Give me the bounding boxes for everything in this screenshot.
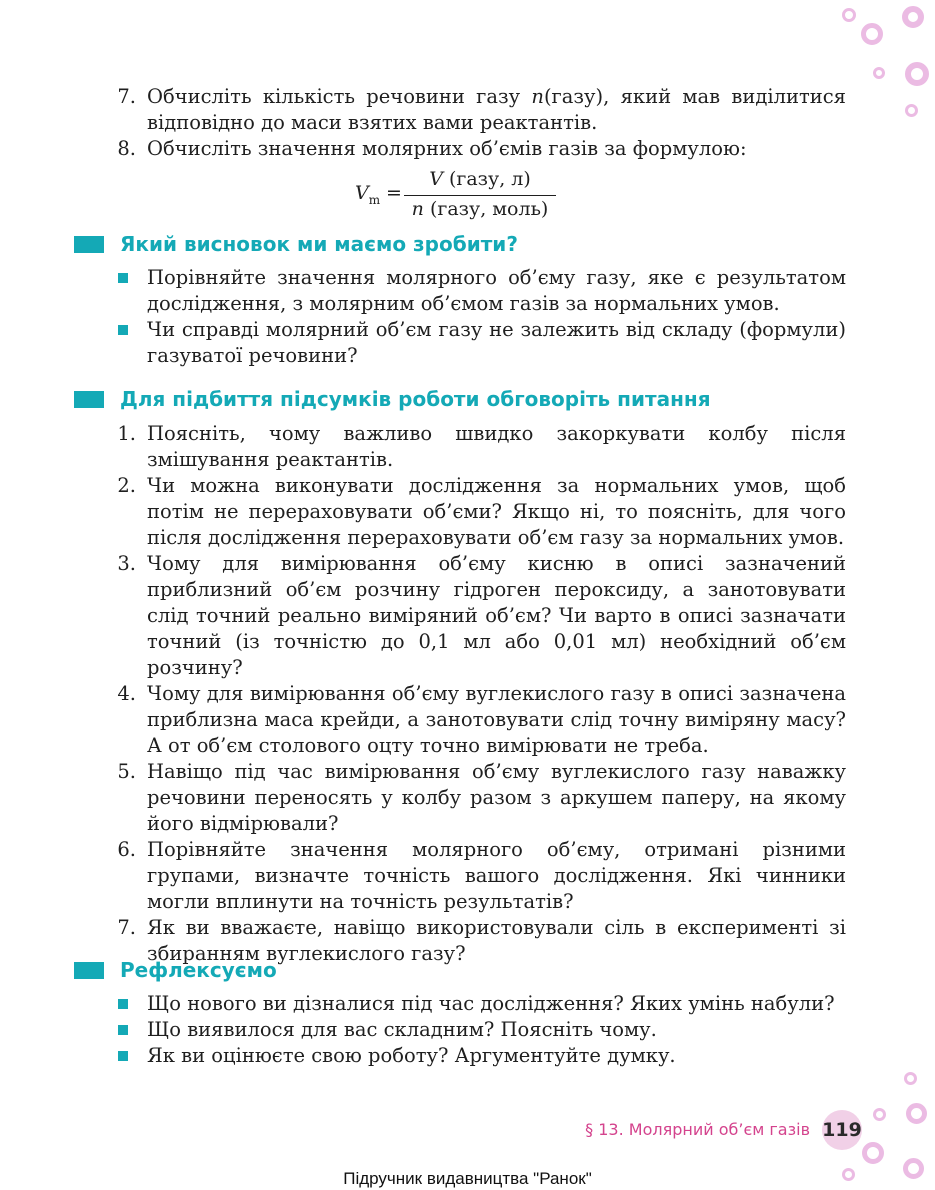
section-title: Рефлексуємо [120,958,277,982]
section-title: Який висновок ми маємо зробити? [120,232,518,256]
decor-circle [905,104,918,117]
decor-circle [842,8,856,22]
conclusion-list [110,265,846,369]
formula-equals: = [386,182,402,204]
bullet-square [118,325,128,335]
item-text: Обчисліть кількість речовини газу [147,85,532,108]
list-item: 6. Порівняйте значення молярного об’єму, отримані різними групами, визначте точність вашого дослідження. Які чинники могли вплинути на точність результатів? [117,838,846,913]
list-item [110,84,846,136]
decor-circle [905,62,929,86]
section-heading-reflection [74,956,277,984]
formula-lhs: $V_m$ [355,182,381,207]
item-text-cont: (газу), який мав виділитися відповідно до маси взятих вами реактантів. [147,85,846,134]
fraction-bar [404,195,556,196]
formula-denominator: n (газу, моль) [411,198,549,220]
decor-circle [861,23,883,45]
footer-section-ref: § 13. Молярний об’єм газів [585,1120,810,1139]
list-item: 7. Як ви вважаєте, навіщо використовували сіль в експерименті зі збиранням вуглекислого газу? [117,916,846,965]
bullet-square [118,999,128,1009]
heading-marker [74,236,104,253]
decor-circle [902,6,924,28]
section-heading-discussion [74,385,711,413]
heading-marker [74,391,104,408]
list-item: Порівняйте значення молярного об’єму газу, яке є результатом дослідження, з молярним об’ємом газів за нормальних умов. [110,265,846,317]
decor-circle [873,1108,886,1121]
list-item: Що нового ви дізналися під час дослідження? Яких умінь набули? [110,991,846,1017]
section-title: Для підбиття підсумків роботи обговоріть питання [120,387,711,411]
discussion-list [110,421,846,967]
list-item: 2. Чи можна виконувати дослідження за нормальних умов, щоб потім не перераховувати об’єми? Якщо ні, то поясніть, для чого після дослідження перераховувати об’єм газу за нормальних умов. [117,474,846,549]
list-item [110,136,846,162]
list-item: 1. Поясніть, чому важливо швидко закоркувати колбу після змішування реактантів. [117,422,846,471]
list-item: Чи справді молярний об’єм газу не залежить від складу (формули) газуватої речовини? [110,317,846,369]
list-item: Що виявилося для вас складним? Поясніть чому. [110,1017,846,1043]
item-number: 7. [117,85,136,108]
item-text: Обчисліть значення молярних об’ємів газів за формулою: [147,137,747,160]
page-number: 119 [822,1110,862,1150]
decor-circle [873,67,885,79]
decor-circle [904,1072,917,1085]
bullet-square [118,1025,128,1035]
bullet-square [118,1051,128,1061]
list-item: 4. Чому для вимірювання об’єму вуглекислого газу в описі зазначена приблизна маса крейди, а занотовувати слід точну виміряну масу? А от об’єм столового оцту точно вимірювати не треба. [117,682,846,757]
section-heading-conclusion [74,230,518,258]
decor-circle [862,1142,884,1164]
top-numbered-list [110,84,846,162]
decor-circle [906,1103,927,1124]
heading-marker [74,962,104,979]
list-item: 3. Чому для вимірювання об’єму кисню в описі зазначений приблизний об’єм розчину гідроген пероксиду, а занотовувати слід точний реально виміряний об’єм? Чи варто в описі зазначати точний (із точністю до 0,1 мл або 0,01 мл) необхідний об’єм розчину? [117,552,846,679]
bullet-square [118,273,128,283]
molar-volume-formula [355,168,575,226]
variable-n: n [531,85,544,108]
publisher-caption: Підручник видавництва "Ранок" [343,1169,592,1188]
formula-numerator: V (газу, л) [429,168,531,190]
list-item: Як ви оцінюєте свою роботу? Аргументуйте думку. [110,1043,846,1069]
list-item: 5. Навіщо під час вимірювання об’єму вуглекислого газу наважку речовини переносять у колбу разом з аркушем паперу, на якому його відмірювали? [117,760,846,835]
reflection-list [110,991,846,1069]
item-number: 8. [117,137,136,160]
